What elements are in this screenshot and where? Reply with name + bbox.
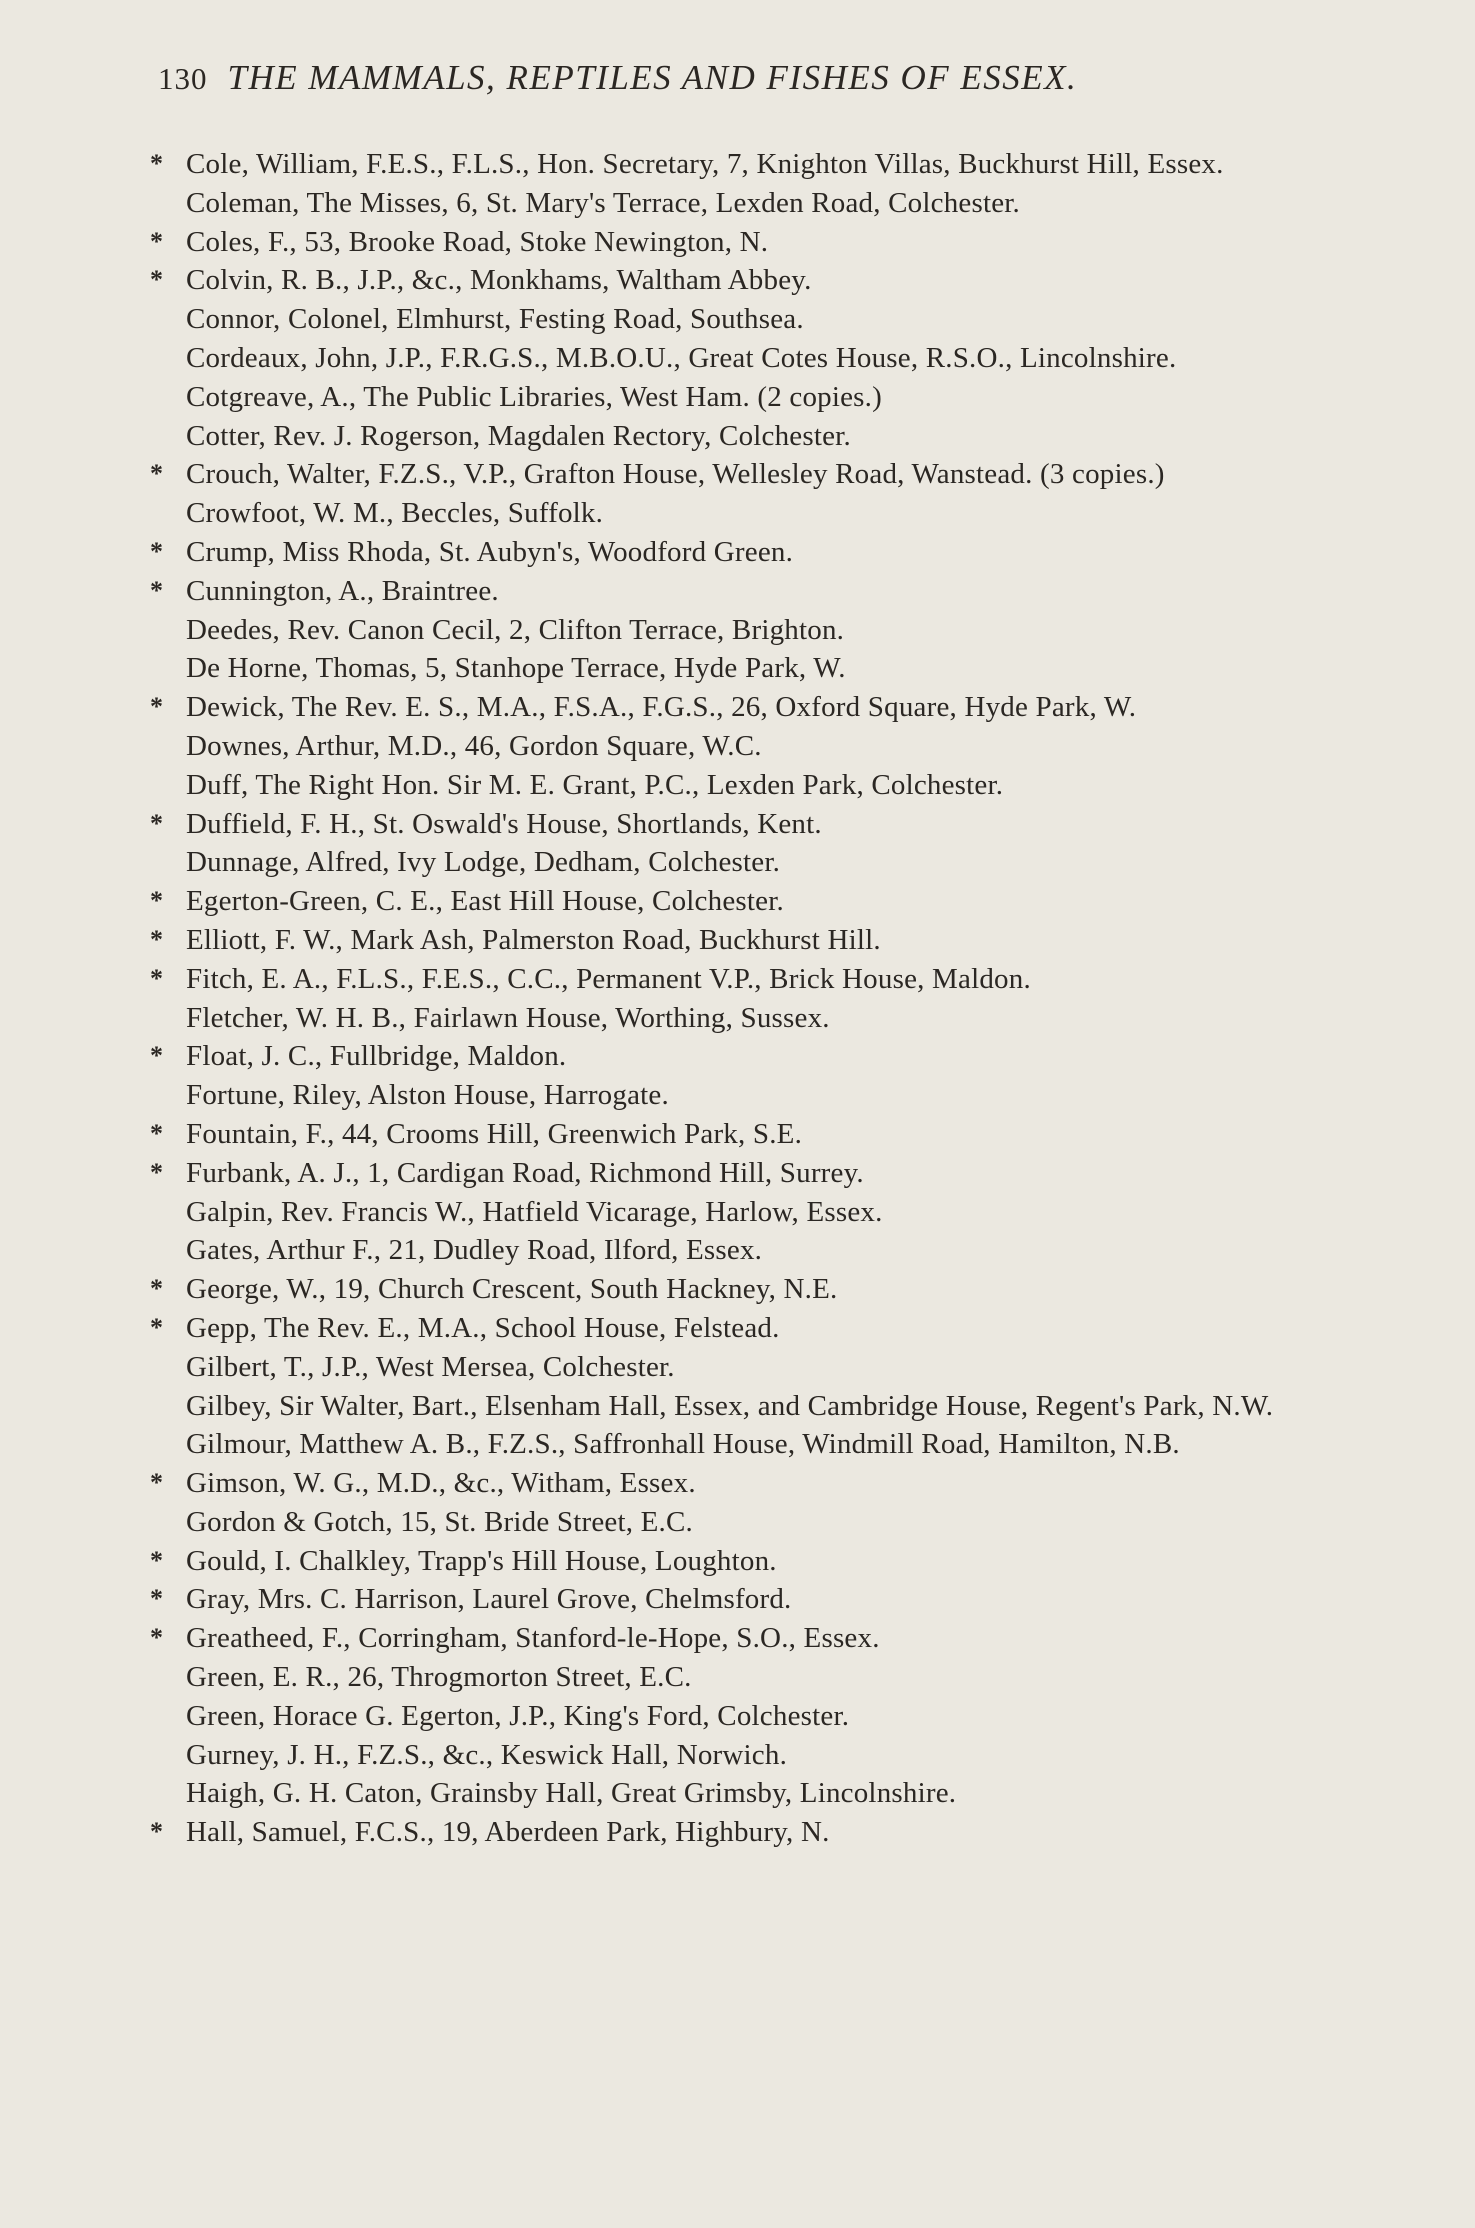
asterisk-marker: * <box>150 1584 164 1614</box>
asterisk-marker: * <box>150 924 164 954</box>
asterisk-marker: * <box>150 1817 164 1847</box>
subscriber-entry-text: Gould, I. Chalkley, Trapp's Hill House, Loughton. <box>186 1544 777 1577</box>
subscriber-entry-text: Gray, Mrs. C. Harrison, Laurel Grove, Chelmsford. <box>186 1583 792 1616</box>
subscriber-entry <box>168 1658 1348 1697</box>
subscriber-entry <box>150 1464 1348 1503</box>
subscriber-list <box>150 145 1348 1852</box>
subscriber-entry <box>168 1231 1348 1270</box>
subscriber-entry-text: Greatheed, F., Corringham, Stanford-le-Hope, S.O., Essex. <box>186 1622 880 1655</box>
asterisk-marker: * <box>150 1468 164 1498</box>
subscriber-entry-text: Fortune, Riley, Alston House, Harrogate. <box>186 1079 669 1112</box>
subscriber-entry <box>168 378 1348 417</box>
subscriber-entry-text: Gurney, J. H., F.Z.S., &c., Keswick Hall, Norwich. <box>186 1738 788 1771</box>
subscriber-entry <box>168 649 1348 688</box>
subscriber-entry <box>168 339 1348 378</box>
subscriber-entry <box>168 1076 1348 1115</box>
subscriber-entry-text: Hall, Samuel, F.C.S., 19, Aberdeen Park, Highbury, N. <box>186 1816 830 1849</box>
subscriber-entry <box>168 184 1348 223</box>
subscriber-entry <box>150 1270 1348 1309</box>
asterisk-marker: * <box>150 536 164 566</box>
subscriber-entry <box>150 960 1348 999</box>
subscriber-entry <box>168 417 1348 456</box>
subscriber-entry-text: Deedes, Rev. Canon Cecil, 2, Clifton Terrace, Brighton. <box>186 613 845 646</box>
subscriber-entry-text: Gates, Arthur F., 21, Dudley Road, Ilford, Essex. <box>186 1234 763 1267</box>
subscriber-entry-text: Dewick, The Rev. E. S., M.A., F.S.A., F.G.S., 26, Oxford Square, Hyde Park, W. <box>186 691 1137 724</box>
subscriber-entry <box>150 1154 1348 1193</box>
subscriber-entry <box>150 882 1348 921</box>
page-number: 130 <box>158 61 208 96</box>
subscriber-entry-text: Egerton-Green, C. E., East Hill House, Colchester. <box>186 885 784 918</box>
subscriber-entry <box>150 1037 1348 1076</box>
subscriber-entry <box>168 1348 1348 1387</box>
subscriber-entry <box>150 688 1348 727</box>
subscriber-entry <box>168 766 1348 805</box>
subscriber-entry <box>168 300 1348 339</box>
subscriber-entry <box>150 1309 1348 1348</box>
subscriber-entry <box>168 611 1348 650</box>
subscriber-entry <box>150 533 1348 572</box>
subscriber-entry-text: Fletcher, W. H. B., Fairlawn House, Worthing, Sussex. <box>186 1001 830 1034</box>
asterisk-marker: * <box>150 575 164 605</box>
subscriber-entry <box>168 1736 1348 1775</box>
asterisk-marker: * <box>150 1041 164 1071</box>
subscriber-entry-text: Gilbert, T., J.P., West Mersea, Colchester. <box>186 1350 675 1383</box>
asterisk-marker: * <box>150 1274 164 1304</box>
subscriber-entry <box>150 223 1348 262</box>
subscriber-entry <box>150 1619 1348 1658</box>
subscriber-entry <box>168 1425 1348 1464</box>
subscriber-entry-text: Green, E. R., 26, Throgmorton Street, E.C. <box>186 1661 692 1694</box>
asterisk-marker: * <box>150 226 164 256</box>
subscriber-entry-text: Colvin, R. B., J.P., &c., Monkhams, Waltham Abbey. <box>186 264 812 297</box>
subscriber-entry-text: Fountain, F., 44, Crooms Hill, Greenwich Park, S.E. <box>186 1117 803 1150</box>
subscriber-entry <box>168 1387 1348 1426</box>
asterisk-marker: * <box>150 1157 164 1187</box>
subscriber-entry <box>168 727 1348 766</box>
subscriber-entry-text: Furbank, A. J., 1, Cardigan Road, Richmond Hill, Surrey. <box>186 1156 864 1189</box>
subscriber-entry-text: Coles, F., 53, Brooke Road, Stoke Newington, N. <box>186 225 769 258</box>
subscriber-entry <box>150 1813 1348 1852</box>
subscriber-entry <box>150 145 1348 184</box>
asterisk-marker: * <box>150 1118 164 1148</box>
subscriber-entry-text: Fitch, E. A., F.L.S., F.E.S., C.C., Permanent V.P., Brick House, Maldon. <box>186 962 1031 995</box>
subscriber-entry-text: Gepp, The Rev. E., M.A., School House, Felstead. <box>186 1311 780 1344</box>
subscriber-entry-text: Duffield, F. H., St. Oswald's House, Shortlands, Kent. <box>186 807 822 840</box>
subscriber-entry-text: Cordeaux, John, J.P., F.R.G.S., M.B.O.U., Great Cotes House, R.S.O., Lincolnshire. <box>186 341 1177 374</box>
subscriber-entry <box>150 921 1348 960</box>
subscriber-entry <box>150 1542 1348 1581</box>
subscriber-entry-text: Cotgreave, A., The Public Libraries, West Ham. (2 copies.) <box>186 380 882 413</box>
subscriber-entry <box>150 1115 1348 1154</box>
subscriber-entry-text: Gilmour, Matthew A. B., F.Z.S., Saffronhall House, Windmill Road, Hamilton, N.B. <box>186 1428 1180 1461</box>
subscriber-entry-text: Gilbey, Sir Walter, Bart., Elsenham Hall, Essex, and Cambridge House, Regent's Park, N.W. <box>186 1389 1274 1422</box>
subscriber-entry-text: Gordon & Gotch, 15, St. Bride Street, E.C. <box>186 1505 693 1538</box>
subscriber-entry <box>150 572 1348 611</box>
subscriber-entry-text: Duff, The Right Hon. Sir M. E. Grant, P.C., Lexden Park, Colchester. <box>186 768 1004 801</box>
subscriber-entry-text: Connor, Colonel, Elmhurst, Festing Road, Southsea. <box>186 303 804 336</box>
subscriber-entry <box>168 1697 1348 1736</box>
subscriber-entry-text: Float, J. C., Fullbridge, Maldon. <box>186 1040 567 1073</box>
subscriber-entry <box>150 261 1348 300</box>
subscriber-entry-text: Haigh, G. H. Caton, Grainsby Hall, Great Grimsby, Lincolnshire. <box>186 1777 957 1810</box>
subscriber-entry-text: Crouch, Walter, F.Z.S., V.P., Grafton House, Wellesley Road, Wanstead. (3 copies.) <box>186 458 1165 491</box>
asterisk-marker: * <box>150 808 164 838</box>
asterisk-marker: * <box>150 149 164 178</box>
asterisk-marker: * <box>150 1312 164 1342</box>
asterisk-marker: * <box>150 963 164 993</box>
subscriber-entry-text: Downes, Arthur, M.D., 46, Gordon Square, W.C. <box>186 729 762 762</box>
subscriber-entry-text: De Horne, Thomas, 5, Stanhope Terrace, Hyde Park, W. <box>186 652 846 685</box>
asterisk-marker: * <box>150 1545 164 1575</box>
page-header <box>158 58 1318 108</box>
subscriber-entry-text: Cunnington, A., Braintree. <box>186 574 499 607</box>
subscriber-entry <box>150 1580 1348 1619</box>
subscriber-entry-text: Green, Horace G. Egerton, J.P., King's Ford, Colchester. <box>186 1699 850 1732</box>
subscriber-entry-text: Gimson, W. G., M.D., &c., Witham, Essex. <box>186 1467 696 1500</box>
subscriber-entry <box>168 1774 1348 1813</box>
subscriber-entry <box>150 805 1348 844</box>
subscriber-entry-text: Coleman, The Misses, 6, St. Mary's Terrace, Lexden Road, Colchester. <box>186 186 1020 219</box>
subscriber-entry-text: Cotter, Rev. J. Rogerson, Magdalen Rectory, Colchester. <box>186 419 851 452</box>
subscriber-entry-text: Elliott, F. W., Mark Ash, Palmerston Road, Buckhurst Hill. <box>186 923 881 956</box>
asterisk-marker: * <box>150 886 164 916</box>
subscriber-entry <box>168 1193 1348 1232</box>
asterisk-marker: * <box>150 692 164 722</box>
asterisk-marker: * <box>150 265 164 295</box>
subscriber-entry-text: George, W., 19, Church Crescent, South Hackney, N.E. <box>186 1273 838 1306</box>
subscriber-entry-text: Dunnage, Alfred, Ivy Lodge, Dedham, Colchester. <box>186 846 781 879</box>
subscriber-entry <box>168 494 1348 533</box>
asterisk-marker: * <box>150 459 164 489</box>
subscriber-entry-text: Galpin, Rev. Francis W., Hatfield Vicarage, Harlow, Essex. <box>186 1195 883 1228</box>
subscriber-entry-text: Cole, William, F.E.S., F.L.S., Hon. Secretary, 7, Knighton Villas, Buckhurst Hill, Essex. <box>186 148 1224 180</box>
subscriber-entry <box>168 1503 1348 1542</box>
subscriber-entry <box>150 455 1348 494</box>
subscriber-entry <box>168 843 1348 882</box>
asterisk-marker: * <box>150 1623 164 1653</box>
subscriber-entry-text: Crump, Miss Rhoda, St. Aubyn's, Woodford Green. <box>186 535 794 568</box>
subscriber-entry <box>168 999 1348 1038</box>
subscriber-entry-text: Crowfoot, W. M., Beccles, Suffolk. <box>186 497 604 530</box>
running-title: THE MAMMALS, REPTILES AND FISHES OF ESSEX. <box>227 58 1078 97</box>
